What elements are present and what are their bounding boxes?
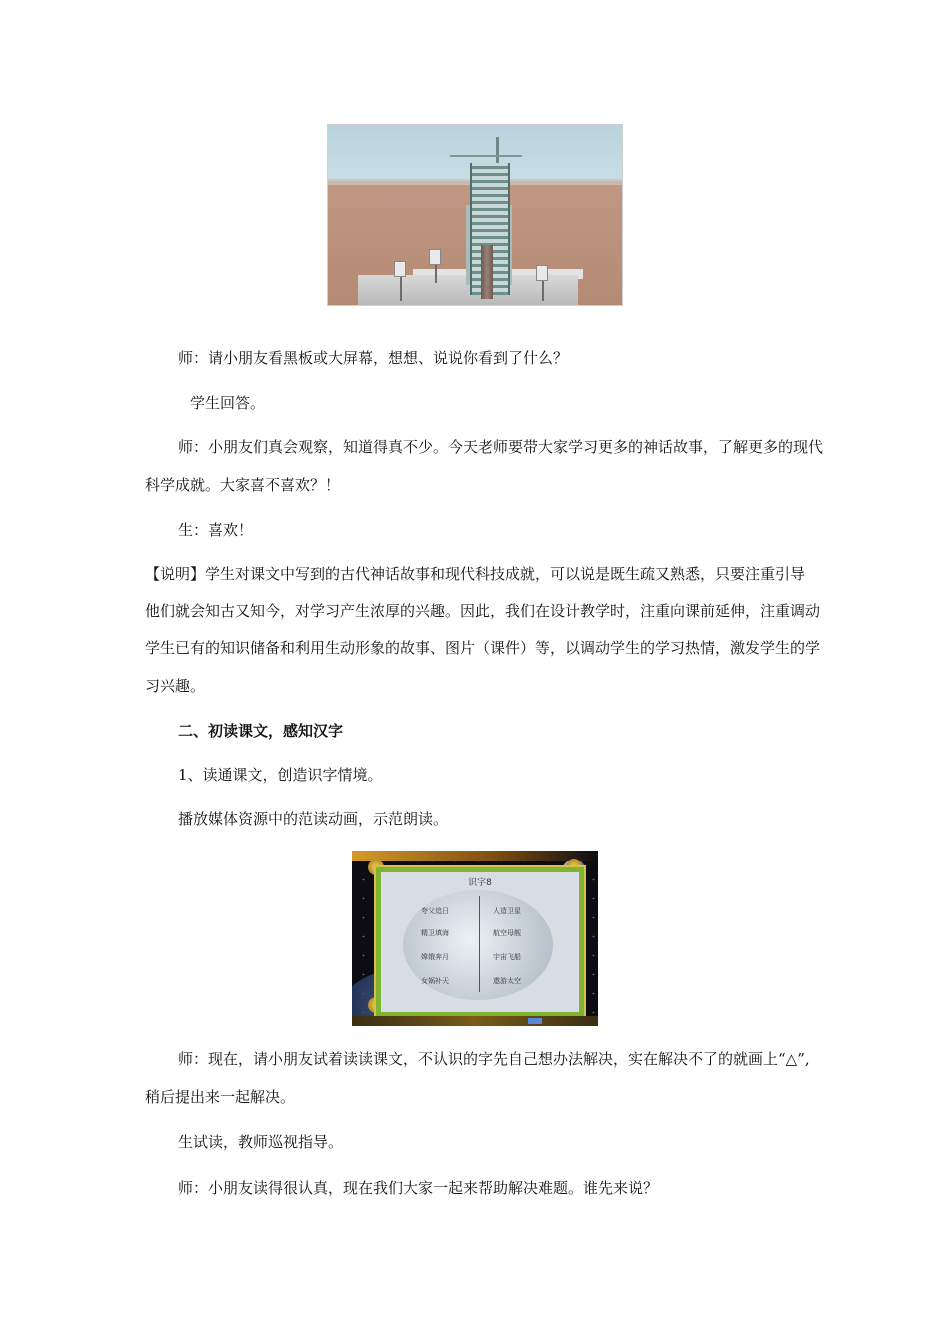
teacher-line-1a: 师：小朋友们真会观察，知道得真不少。今天老师要带大家学习更多的神话故事，了解更多的现代	[178, 438, 824, 456]
word-left-3: 嫦娥奔月	[421, 953, 449, 961]
word-right-3: 宇宙飞船	[493, 953, 521, 961]
list-item-1: 1、读通课文，创造识字情境。	[178, 766, 383, 784]
tower-boom	[450, 155, 522, 157]
column-divider	[479, 896, 480, 992]
lesson-frame	[376, 867, 584, 1017]
sign-1	[394, 261, 406, 277]
rocket-launch-picture	[327, 124, 623, 306]
teacher-line-1b: 科学成就。大家喜不喜欢？！	[145, 476, 341, 494]
animation-title-bar	[352, 851, 598, 861]
word-left-4: 女娲补天	[421, 977, 449, 985]
student-trial-reading: 生试读，教师巡视指导。	[178, 1133, 344, 1151]
teacher-question-1: 师：请小朋友看黑板或大屏幕，想想、说说你看到了什么？	[178, 349, 569, 367]
rocket-body	[481, 245, 493, 299]
note-line-3: 学生已有的知识储备和利用生动形象的故事、图片（课件）等，以调动学生的学习热情，激发学生的学	[145, 639, 821, 657]
word-left-1: 夸父追日	[421, 907, 449, 915]
section-heading-2: 二、初读课文，感知汉字	[178, 722, 344, 740]
lesson-animation-picture	[352, 851, 598, 1026]
teacher-line-3: 师：小朋友读得很认真，现在我们大家一起来帮助解决难题。谁先来说？	[178, 1179, 659, 1197]
note-line-1: 【说明】学生对课文中写到的古代神话故事和现代科技成就，可以说是既生疏又熟悉，只要注重引导	[145, 565, 806, 583]
sign-2	[429, 249, 441, 265]
note-line-4: 习兴趣。	[145, 677, 206, 695]
player-control-bar	[352, 1016, 598, 1026]
lesson-title: 识字8	[468, 878, 492, 888]
word-left-2: 精卫填海	[421, 929, 449, 937]
word-right-4: 遨游太空	[493, 977, 521, 985]
word-right-2: 航空母舰	[493, 929, 521, 937]
player-button	[528, 1018, 542, 1024]
student-reply-1: 生：喜欢！	[178, 521, 254, 539]
teacher-line-2a: 师：现在，请小朋友试着读读课文，不认识的字先自己想办法解决，实在解决不了的就画上“△”,	[178, 1050, 810, 1068]
student-answer-1: 学生回答。	[190, 394, 266, 412]
word-right-1: 人造卫星	[493, 907, 521, 915]
note-line-2: 他们就会知古又知今，对学习产生浓厚的兴趣。因此，我们在设计教学时，注重向课前延伸，注重调动	[145, 602, 821, 620]
teacher-line-2b: 稍后提出来一起解决。	[145, 1088, 296, 1106]
play-instruction: 播放媒体资源中的范读动画，示范朗读。	[178, 810, 449, 828]
sign-3	[536, 265, 548, 281]
